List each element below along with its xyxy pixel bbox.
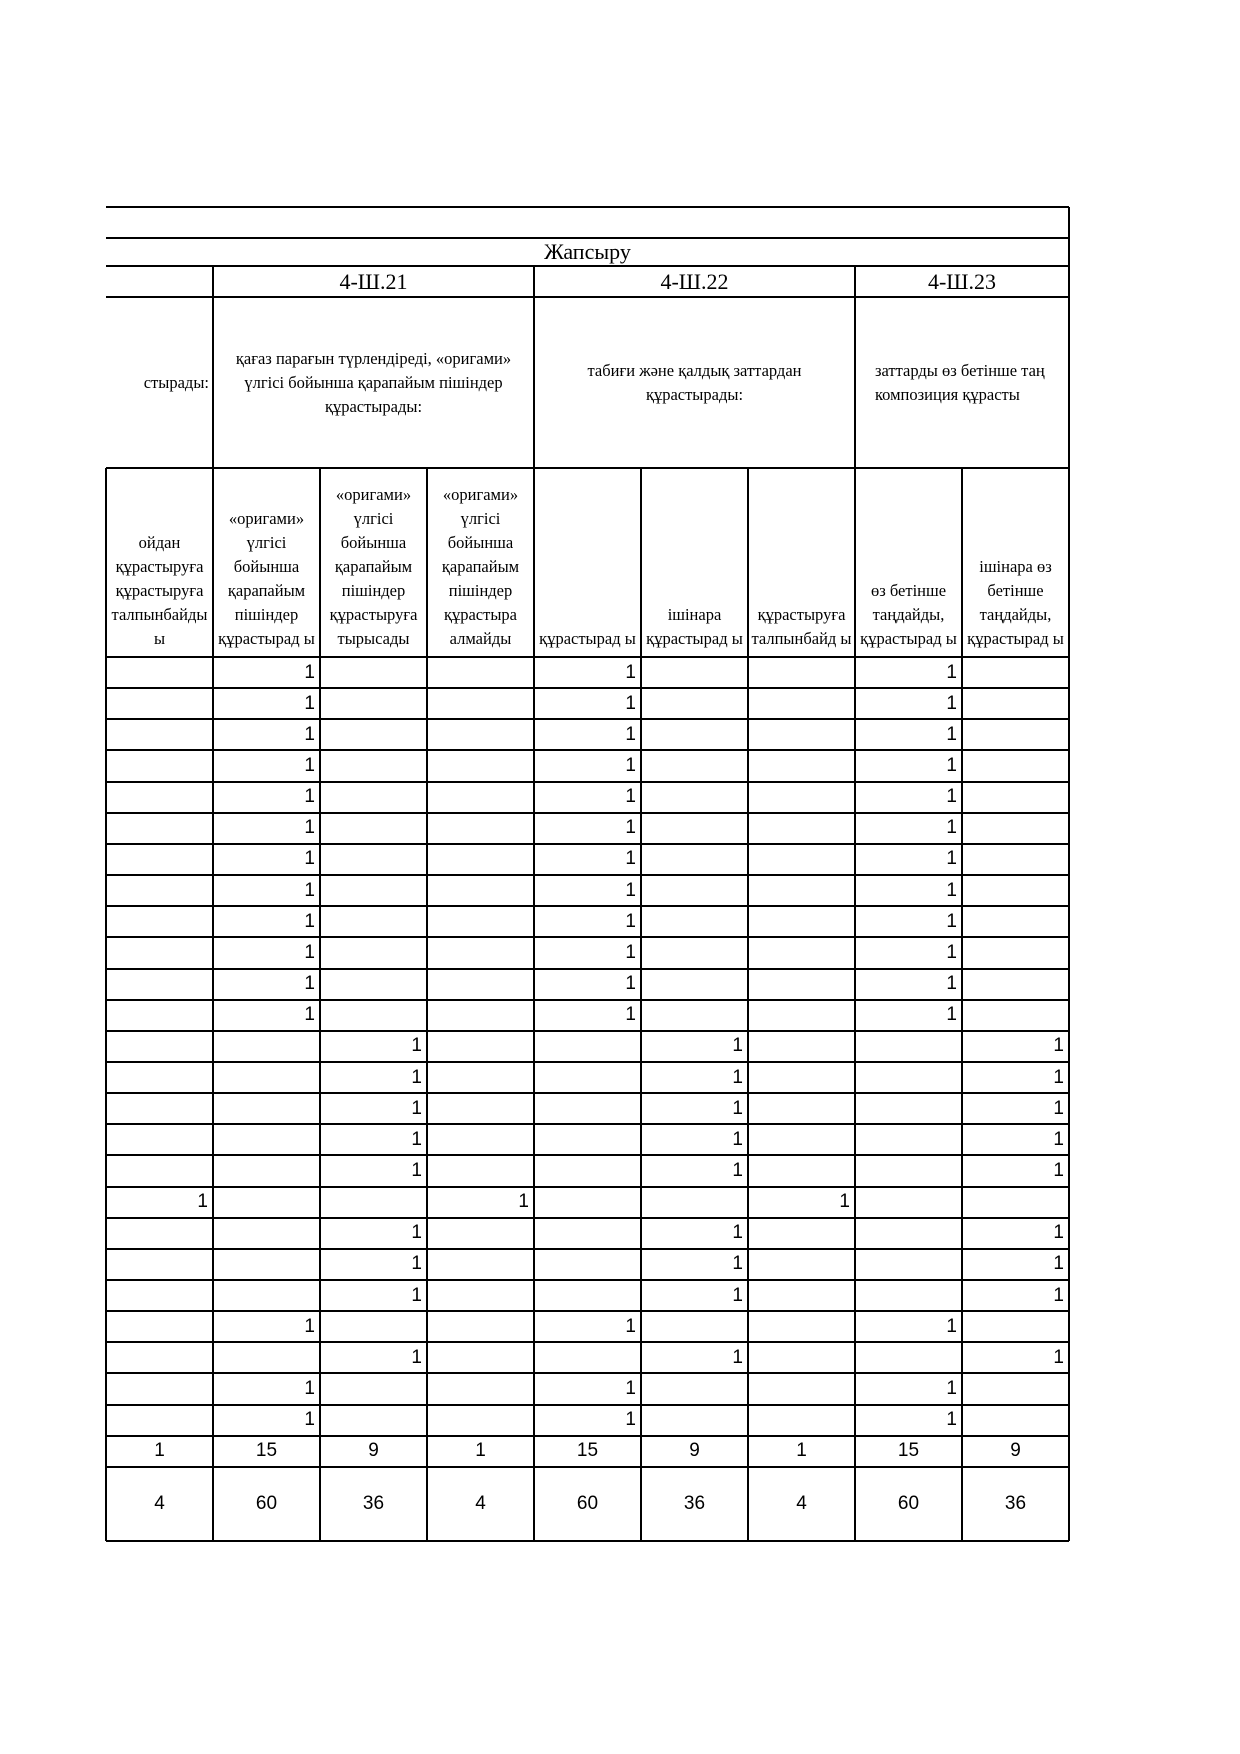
table-cell: 1 [304,723,315,745]
table-cell [748,750,855,781]
table-cell [748,1405,855,1436]
table-cell: 1 [625,786,636,808]
table-cell: 1 [732,1128,743,1150]
table-cell [641,844,748,875]
table-cell: 1 [946,1004,957,1026]
table-cell [855,1124,962,1155]
table-cell [855,1031,962,1062]
table-cell: 1 [1053,1222,1064,1244]
table-cell [106,1218,213,1249]
table-cell [213,1218,320,1249]
table-cell [427,875,534,906]
table-cell [427,1124,534,1155]
group-description: қағаз парағын түрлендіреді, «оригами» үлгісі бойынша қарапайым пішіндер құрастырады: [235,348,512,416]
table-cell [534,1342,641,1373]
table-cell: 1 [411,1346,422,1368]
table-cell: 1 [1053,1159,1064,1181]
table-cell: 1 [625,661,636,683]
table-cell: 1 [411,1097,422,1119]
table-cell: 1 [625,755,636,776]
table-cell [962,906,1069,937]
table-cell: 1 [304,1004,315,1026]
table-cell: 1 [411,1222,422,1244]
table-cell [106,1031,213,1062]
total-cell: 9 [689,1440,700,1462]
table-cell: 1 [625,973,636,995]
table-cell: 1 [304,848,315,870]
table-cell [534,1155,641,1186]
column-header: ойдан құрастыруға құрастыруға талпынбайды ы [111,533,208,648]
table-cell [748,1373,855,1404]
table-cell [427,750,534,781]
table-cell: 1 [732,1035,743,1057]
table-cell [641,813,748,844]
table-cell [855,1342,962,1373]
table-cell [213,1124,320,1155]
table-cell: 1 [304,941,315,963]
table-cell [427,969,534,1000]
table-cell [106,719,213,750]
total-cell: 1 [154,1440,165,1462]
table-cell [748,1311,855,1342]
table-cell [427,1000,534,1031]
table-cell [427,1280,534,1311]
table-cell [213,1187,320,1218]
table-cell [855,1218,962,1249]
table-cell: 1 [625,723,636,745]
table-cell: 1 [625,848,636,870]
table-cell [641,1187,748,1218]
table-cell [534,1187,641,1218]
table-cell: 1 [304,1378,315,1399]
table-cell [641,750,748,781]
table-cell: 1 [411,1128,422,1150]
table-cell [641,657,748,688]
table-cell [855,1280,962,1311]
table-cell [320,813,427,844]
table-cell: 1 [946,692,957,714]
table-cell: 1 [304,661,315,683]
percentage-cell: 60 [897,1492,920,1514]
group-code: 4-Ш.21 [339,268,408,294]
table-cell [855,1062,962,1093]
table-cell [748,969,855,1000]
group-description: табиғи және қалдық заттардан құрастырады: [587,360,802,404]
table-cell [534,1249,641,1280]
percentage-cell: 36 [683,1492,706,1514]
table-cell [641,906,748,937]
column-header: құрастыруға талпынбайд ы [751,605,852,648]
table-cell [320,1373,427,1404]
table-cell: 1 [946,786,957,808]
table-cell: 1 [1053,1284,1064,1306]
table-cell: 1 [946,817,957,839]
table-cell [320,1000,427,1031]
section-title: Жапсыру [544,239,631,264]
table-cell [855,1249,962,1280]
table-cell: 1 [625,941,636,963]
table-cell [106,969,213,1000]
table-cell [748,844,855,875]
table-cell [641,937,748,968]
table-cell [641,1405,748,1436]
table-cell: 1 [946,848,957,870]
table-cell [106,782,213,813]
table-cell: 1 [839,1191,850,1213]
table-cell: 1 [411,1284,422,1306]
percentage-cell: 36 [362,1492,385,1514]
table-cell [106,1249,213,1280]
table-cell [106,1280,213,1311]
table-cell [427,1155,534,1186]
table-cell [213,1093,320,1124]
table-cell [106,1124,213,1155]
table-cell [320,719,427,750]
table-cell [748,657,855,688]
table-cell [320,750,427,781]
table-cell [106,1155,213,1186]
table-cell [748,1031,855,1062]
table-cell [427,1311,534,1342]
column-header: «оригами» үлгісі бойынша қарапайым пішіндер құрастыра алмайды [441,485,520,648]
percentage-cell: 60 [255,1492,278,1514]
table-cell: 1 [946,723,957,745]
table-cell: 1 [625,1409,636,1431]
header-line-top [106,206,1069,208]
table-cell: 1 [1053,1097,1064,1119]
table-cell [427,719,534,750]
table-cell [748,1124,855,1155]
table-cell [748,1342,855,1373]
table-cell [748,782,855,813]
table-cell [962,657,1069,688]
table-cell [962,1405,1069,1436]
table-cell: 1 [304,786,315,808]
table-cell [962,688,1069,719]
column-header: ішінара өз бетінше таңдайды, құрастырад ы [967,557,1064,648]
table-cell [641,719,748,750]
table-cell: 1 [732,1284,743,1306]
table-cell: 1 [1053,1253,1064,1275]
table-cell [320,937,427,968]
table-cell [320,657,427,688]
table-cell [106,1342,213,1373]
table-cell [534,1124,641,1155]
table-cell [855,1155,962,1186]
table-cell [962,937,1069,968]
table-cell [748,906,855,937]
table-cell: 1 [732,1159,743,1181]
table-cell [962,969,1069,1000]
table-cell [427,1218,534,1249]
table-cell: 1 [625,1315,636,1337]
table-cell [106,1062,213,1093]
table-cell: 1 [946,973,957,995]
table-cell [106,1311,213,1342]
table-cell [427,1031,534,1062]
table-cell [748,1000,855,1031]
table-cell [748,719,855,750]
group-code: 4-Ш.22 [660,268,729,294]
table-cell [320,688,427,719]
total-cell: 1 [475,1440,486,1462]
table-cell [748,813,855,844]
table-cell [962,1000,1069,1031]
table-cell: 1 [625,692,636,714]
table-cell [962,1187,1069,1218]
table-cell [106,844,213,875]
table-cell [855,1093,962,1124]
table-cell [641,1000,748,1031]
table-cell [320,875,427,906]
group-code [106,266,213,297]
table-cell [534,1031,641,1062]
table-cell: 1 [411,1159,422,1181]
table-cell [320,1311,427,1342]
percentage-cell: 60 [576,1492,599,1514]
table-cell [427,937,534,968]
table-cell [427,1062,534,1093]
table-cell [748,937,855,968]
table-cell: 1 [1053,1066,1064,1088]
table-cell [213,1155,320,1186]
table-cell: 1 [411,1066,422,1088]
table-cell [427,1249,534,1280]
table-cell: 1 [1053,1035,1064,1057]
table-cell: 1 [518,1191,529,1213]
table-cell [962,1311,1069,1342]
table-cell [427,782,534,813]
table-cell [320,969,427,1000]
table-cell: 1 [732,1097,743,1119]
column-header: ішінара құрастырад ы [646,605,743,648]
table-cell: 1 [625,879,636,901]
table-cell [962,875,1069,906]
table-cell [106,1093,213,1124]
table-cell [427,1373,534,1404]
table-cell [962,782,1069,813]
table-cell [320,1405,427,1436]
group-code: 4-Ш.23 [927,268,997,294]
table-cell [213,1031,320,1062]
table-cell [962,844,1069,875]
table-cell: 1 [304,910,315,932]
table-cell: 1 [946,1378,957,1399]
table-cell: 1 [304,692,315,714]
table-cell: 1 [411,1035,422,1057]
table-cell [106,1000,213,1031]
total-cell: 9 [1010,1440,1021,1462]
table-cell [748,1093,855,1124]
table-cell: 1 [1053,1128,1064,1150]
table-cell [641,782,748,813]
table-cell: 1 [304,879,315,901]
column-header: өз бетінше таңдайды, құрастырад ы [860,581,957,648]
table-cell [320,782,427,813]
table-cell: 1 [732,1253,743,1275]
table-cell: 1 [304,817,315,839]
table-cell: 1 [946,879,957,901]
table-cell [748,875,855,906]
total-cell: 15 [576,1440,599,1462]
table-cell [106,875,213,906]
percentage-cell: 4 [796,1492,807,1514]
table-cell [641,688,748,719]
table-cell [855,1187,962,1218]
percentage-cell: 4 [475,1492,486,1514]
table-cell [427,1093,534,1124]
table-cell [748,1155,855,1186]
table-cell: 1 [946,661,957,683]
table-cell: 1 [625,1378,636,1399]
table-cell [427,1405,534,1436]
table-cell: 1 [625,1004,636,1026]
table-cell [427,1342,534,1373]
table-cell [748,1218,855,1249]
table-cell [748,1062,855,1093]
table-cell [748,1280,855,1311]
group-description: стырады: [143,372,209,392]
table-cell: 1 [732,1066,743,1088]
table-cell [106,750,213,781]
table-cell [962,750,1069,781]
table-cell: 1 [304,755,315,776]
total-cell: 1 [796,1440,807,1462]
column-header: «оригами» үлгісі бойынша қарапайым пішіндер құрастырад ы [218,509,315,648]
table-cell [962,1373,1069,1404]
total-cell: 9 [368,1440,379,1462]
table-cell: 1 [197,1191,208,1213]
percentage-cell: 36 [1004,1492,1027,1514]
table-cell: 1 [304,1315,315,1337]
table-cell [427,906,534,937]
table-cell [106,937,213,968]
table-cell: 1 [946,910,957,932]
table-cell [106,906,213,937]
table-cell: 1 [732,1346,743,1368]
table-cell [534,1218,641,1249]
total-cell: 15 [255,1440,278,1462]
table-cell: 1 [304,1409,315,1431]
table-cell [106,657,213,688]
table-cell [748,1249,855,1280]
table-cell [320,906,427,937]
table-cell [641,1311,748,1342]
table-cell [213,1280,320,1311]
table-cell: 1 [732,1222,743,1244]
table-cell [106,1373,213,1404]
table-cell [213,1342,320,1373]
table-cell [427,688,534,719]
table-cell [962,813,1069,844]
table-cell [106,813,213,844]
table-cell [534,1093,641,1124]
table-cell: 1 [946,755,957,776]
table-cell [427,844,534,875]
column-header: «оригами» үлгісі бойынша қарапайым пішіндер құрастыруға тырысады [329,485,418,648]
table-cell [427,813,534,844]
table-cell: 1 [411,1253,422,1275]
table-cell [320,1187,427,1218]
total-cell: 15 [897,1440,920,1462]
table-cell [962,719,1069,750]
table-cell [106,688,213,719]
table-cell [213,1249,320,1280]
table-cell [534,1280,641,1311]
table-cell [106,1405,213,1436]
table-cell: 1 [304,973,315,995]
table-cell [748,688,855,719]
table-cell: 1 [625,817,636,839]
table-cell [320,844,427,875]
table-cell: 1 [946,1409,957,1431]
table-cell: 1 [946,1315,957,1337]
group-description: заттарды өз бетінше таң композиция құрасты [875,360,1045,404]
percentage-cell: 4 [154,1492,165,1514]
table-cell: 1 [625,910,636,932]
table-cell: 1 [1053,1346,1064,1368]
column-header: құрастырад ы [539,629,636,648]
table-cell: 1 [946,941,957,963]
table-cell [641,875,748,906]
table-cell [427,657,534,688]
table-cell [641,969,748,1000]
table-cell [534,1062,641,1093]
table-cell [641,1373,748,1404]
table-cell [213,1062,320,1093]
